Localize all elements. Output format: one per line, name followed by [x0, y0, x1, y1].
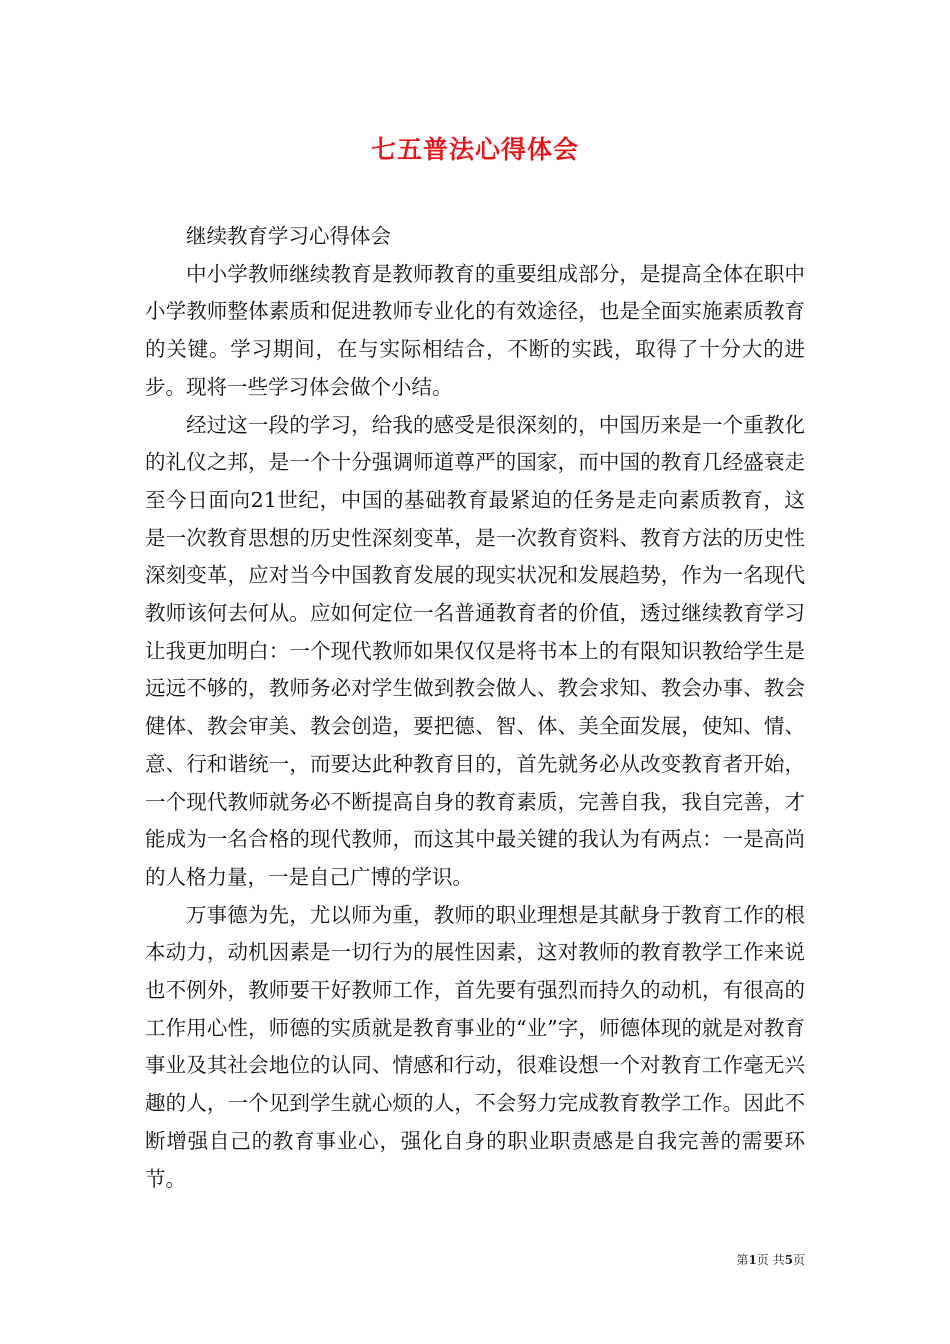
footer-prefix: 第 — [736, 1253, 749, 1267]
document-body — [145, 218, 805, 1198]
footer-current-page: 1 — [748, 1253, 757, 1267]
page-footer — [736, 1251, 805, 1268]
document-title: 七五普法心得体会 — [370, 135, 579, 164]
paragraph-subtitle: 继续教育学习心得体会 — [186, 224, 391, 248]
paragraph-ethics: 万事德为先，尤以师为重，教师的职业理想是其献身于教育工作的根本动力，动机因素是一切行为的展性因素，这对教师的教育教学工作来说也不例外，教师要干好教师工作，首先要有强烈而持久的动机，有很高的工作用心性，师德的实质就是教育事业的“业”字，师德体现的就是对教育事业及其社会地位的认同、情感和行动，很难设想一个对教育工作毫无兴趣的人，一个见到学生就心烦的人，不会努力完成教育教学工作。因此不断增强自己的教育事业心，强化自身的职业职责感是自我完善的需要环节。 — [145, 902, 805, 1191]
paragraph-intro: 中小学教师继续教育是教师教育的重要组成部分，是提高全体在职中小学教师整体素质和促进教师专业化的有效途径，也是全面实施素质教育的关键。学习期间，在与实际相结合，不断的实践，取得了十分大的进步。现将一些学习体会做个小结。 — [145, 261, 805, 399]
paragraph-learning: 经过这一段的学习，给我的感受是很深刻的，中国历来是一个重教化的礼仪之邦，是一个十分强调师道尊严的国家，而中国的教育几经盛衰走至今日面向21世纪，中国的基础教育最紧迫的任务是走向素质教育，这是一次教育思想的历史性深刻变革，是一次教育资料、教育方法的历史性深刻变革，应对当今中国教育发展的现实状况和发展趋势，作为一名现代教师该何去何从。应如何定位一名普通教育者的价值，透过继续教育学习让我更加明白：一个现代教师如果仅仅是将书本上的有限知识教给学生是远远不够的，教师务必对学生做到教会做人、教会求知、教会办事、教会健体、教会审美、教会创造，要把德、智、体、美全面发展，使知、情、意、行和谐统一，而要达此种教育目的，首先就务必从改变教育者开始，一个现代教师就务必不断提高自身的教育素质，完善自我，我自完善，才能成为一名合格的现代教师，而这其中最关键的我认为有两点：一是高尚的人格力量，一是自己广博的学识。 — [145, 412, 805, 889]
footer-suffix: 页 — [792, 1253, 805, 1267]
footer-total-pages: 5 — [784, 1253, 793, 1267]
footer-middle: 页 共 — [756, 1253, 785, 1267]
